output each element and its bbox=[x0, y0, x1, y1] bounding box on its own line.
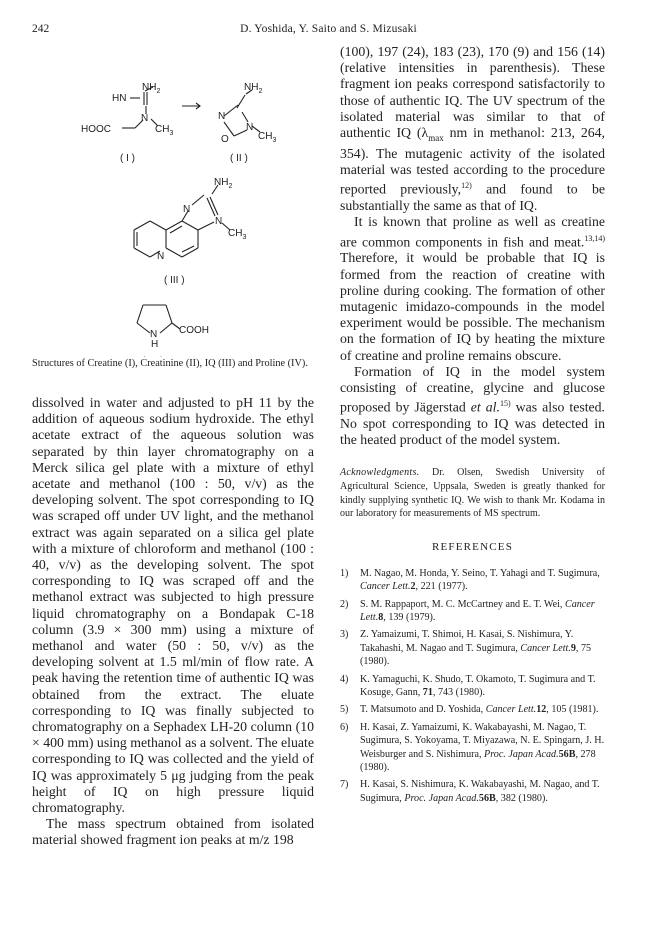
chemical-structures-drawing bbox=[32, 40, 314, 357]
model-system-paragraph: Formation of IQ in the model system consisting of creatine, glycine and glucose proposed by Jägerstad et al.$^{15)}$ was also tested. No spot corresponding to IQ was detected in the heated product of the model system. bbox=[340, 363, 605, 448]
right-column bbox=[340, 44, 605, 809]
references-heading: REFERENCES bbox=[431, 540, 514, 553]
label-roman-iii: ( III ) bbox=[164, 275, 185, 286]
label-roman-i: ( I ) bbox=[120, 153, 135, 164]
atom-n: N bbox=[141, 113, 149, 124]
label-roman-iv bbox=[142, 356, 164, 357]
references-list bbox=[340, 567, 605, 806]
reference-item: 4) K. Yamaguchi, K. Shudo, T. Okamoto, T. Sugimura and T. Kosuge, Gann, 71, 743 (1980). bbox=[340, 673, 596, 699]
atom-h: H bbox=[151, 339, 159, 350]
reference-item: 7) H. Kasai, S. Nishimura, K. Wakabayashi, M. Nagao, and T. Sugimura, Proc. Japan Acad.56B, 382 (1980). bbox=[340, 779, 600, 804]
page-number: 242 bbox=[32, 23, 50, 35]
label-roman-ii: ( II ) bbox=[230, 153, 248, 164]
atom-n: N bbox=[157, 251, 165, 262]
figure-caption: Structures of Creatine (I), Creatinine (II), IQ (III) and Proline (IV). bbox=[32, 358, 308, 369]
reference-item: 6) H. Kasai, Z. Yamaizumi, K. Wakabayashi, M. Nagao, T. Sugimura, S. Yokoyama, T. Miyazawa, N. E. Spingarn, J. H. Weisburger and S. Nishimura, Proc. Japan Acad.56B, 278 (1980). bbox=[340, 721, 605, 774]
reference-item: 3) Z. Yamaizumi, T. Shimoi, H. Kasai, S. Nishimura, Y. Takahashi, M. Nagao and T. Sugimura, Cancer Lett.9, 75 (1980). bbox=[340, 629, 592, 668]
acknowledgments: Acknowledgments. Dr. Olsen, Swedish University of Agricultural Science, Uppsala, Sweden is greatly thanked for kindly supplying synthetic IQ. We wish to thank Mr. Kodama in our laboratory for measurements of MS spectrum. bbox=[340, 467, 605, 520]
reference-item: 2) S. M. Rappaport, M. C. McCartney and E. T. Wei, Cancer Lett.8, 139 (1979). bbox=[340, 598, 595, 623]
atom-nh2: $NH_2$ bbox=[142, 82, 161, 95]
atom-nh2: $NH_2$ bbox=[244, 82, 263, 95]
reference-item: 1) M. Nagao, M. Honda, Y. Seino, T. Yahagi and T. Sugimura, Cancer Lett.2, 221 (1977). bbox=[340, 567, 600, 593]
mass-spectrum-paragraph: The mass spectrum obtained from isolated material showed fragment ion peaks at m/z 198 bbox=[32, 816, 314, 848]
methods-paragraph: dissolved in water and adjusted to pH 11 by the addition of aqueous sodium hydroxide. The ethyl acetate extract of the aqueous solution was separated by thin layer chromatography on a Merck silica gel plate with a mixture of ethyl acetate and methanol (100 : 50, v/v) as the developing solvent. The spot corresponding to IQ was scraped off under UV light, and the methanol extract was again separated on a silica gel plate with a mixture of chloroform and methanol (100 : 40, v/v) as the developing solvent. The spot corresponding to IQ was scraped off and the methanol extract was subjected to high pressure liquid chromatography on a Bondapak C-18 column (3.9 × 300 mm) using a mixture of methanol and water (50 : 50, v/v) as the developing solvent at 1.5 ml/min of flow rate. A peak having the retention time of authentic IQ was obtained from the extract. The eluate corresponding to IQ was finally subjected to chromatography on a Sephadex LH-20 column (10 × 400 mm) using methanol as a solvent. The eluate corresponding to IQ was collected and the yield of IQ was approximately 5 μg judging from the peak height of IQ on high pressure liquid chromatography. bbox=[32, 395, 314, 816]
proline-paragraph: It is known that proline as well as creatine are common components in fish and meat.$^{13,14)}$ Therefore, it would be probable that IQ is formed from the reaction of creatine with proline during cooking. The formation of other mutagenic imidazo-compounds in the model experiment would be possible. The mechanism on the formation of IQ by heating the mixture of creatine and proline remains obscure. bbox=[340, 214, 605, 363]
atom-n: N bbox=[183, 204, 191, 215]
atom-n: N bbox=[215, 216, 223, 227]
atom-n: N bbox=[246, 122, 254, 133]
reference-item: 5) T. Matsumoto and D. Yoshida, Cancer Lett.12, 105 (1981). bbox=[340, 704, 599, 716]
left-column bbox=[32, 40, 314, 849]
atom-n: N bbox=[150, 329, 158, 340]
running-head: D. Yoshida, Y. Saito and S. Mizusaki bbox=[240, 23, 417, 35]
results-paragraph: (100), 197 (24), 183 (23), 170 (9) and 156 (14) (relative intensities in parenthesis). These fragment ion peaks correspond satisfactorily to those of authentic IQ. The UV spectrum of the isolated material was similar to that of authentic IQ ($\lambda_{max}$ nm in methanol: 213, 264, 354). The mutagenic activity of the isolated material was tested according to the procedure reported previously,$^{12)}$ and found to be substantially the same as that of IQ. bbox=[340, 44, 605, 214]
atom-cooh: COOH bbox=[179, 325, 209, 336]
atom-hn: HN bbox=[112, 93, 127, 104]
atom-ch3: $CH_3$ bbox=[258, 131, 277, 144]
atom-nh2: $NH_2$ bbox=[214, 177, 233, 190]
atom-ch3: $CH_3$ bbox=[228, 228, 247, 241]
atom-n: N bbox=[218, 111, 226, 122]
page-header bbox=[32, 23, 625, 41]
atom-hooc: HOOC bbox=[81, 124, 111, 135]
atom-o: O bbox=[221, 134, 229, 145]
structures-figure bbox=[32, 40, 314, 357]
atom-ch3: $CH_3$ bbox=[155, 124, 174, 137]
